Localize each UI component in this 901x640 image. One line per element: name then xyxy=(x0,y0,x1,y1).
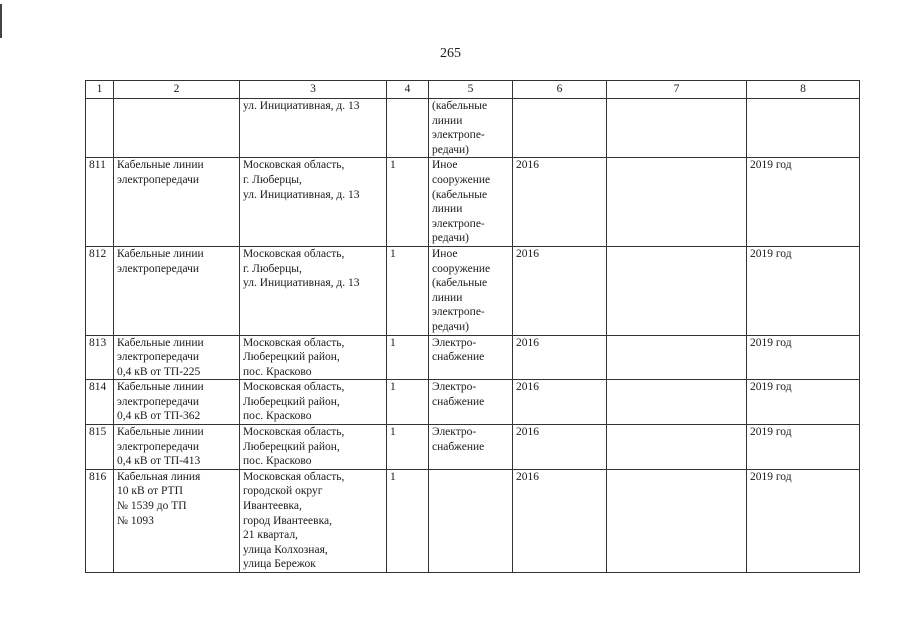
table-row xyxy=(86,425,860,470)
row-number-cell: 815 xyxy=(86,425,114,470)
year-cell: 2016 xyxy=(513,380,607,425)
term-cell: 2019 год xyxy=(747,469,860,572)
column-7-cell xyxy=(607,99,747,158)
row-number-cell: 813 xyxy=(86,335,114,380)
address-cell: Московская область, Люберецкий район, пос. Красково xyxy=(240,425,387,470)
scan-edge-mark xyxy=(0,4,2,38)
row-number-cell: 814 xyxy=(86,380,114,425)
term-cell: 2019 год xyxy=(747,158,860,247)
table-row xyxy=(86,335,860,380)
object-name-cell: Кабельные линии электропередачи xyxy=(114,246,240,335)
year-cell: 2016 xyxy=(513,469,607,572)
column-7-cell xyxy=(607,469,747,572)
address-cell: Московская область, г. Люберцы, ул. Инициативная, д. 13 xyxy=(240,246,387,335)
term-cell: 2019 год xyxy=(747,425,860,470)
term-cell xyxy=(747,99,860,158)
column-header: 7 xyxy=(607,81,747,99)
year-cell: 2016 xyxy=(513,425,607,470)
table-row xyxy=(86,380,860,425)
address-cell: Московская область, городской округ Ивантеевка, город Ивантеевка, 21 квартал, улица Колхозная, улица Бережок xyxy=(240,469,387,572)
object-name-cell: Кабельные линии электропередачи 0,4 кВ от ТП-413 xyxy=(114,425,240,470)
object-name-cell: Кабельные линии электропередачи 0,4 кВ от ТП-225 xyxy=(114,335,240,380)
term-cell: 2019 год xyxy=(747,380,860,425)
term-cell: 2019 год xyxy=(747,246,860,335)
column-7-cell xyxy=(607,425,747,470)
object-name-cell: Кабельные линии электропередачи 0,4 кВ от ТП-362 xyxy=(114,380,240,425)
registry-table xyxy=(85,80,860,573)
row-number-cell xyxy=(86,99,114,158)
year-cell: 2016 xyxy=(513,246,607,335)
quantity-cell: 1 xyxy=(387,380,429,425)
purpose-cell: Электро- снабжение xyxy=(429,335,513,380)
page-number: 265 xyxy=(440,46,461,61)
object-name-cell: Кабельные линии электропередачи xyxy=(114,158,240,247)
year-cell: 2016 xyxy=(513,158,607,247)
quantity-cell: 1 xyxy=(387,158,429,247)
address-cell: Московская область, г. Люберцы, ул. Инициативная, д. 13 xyxy=(240,158,387,247)
table-header-row xyxy=(86,81,860,99)
row-number-cell: 812 xyxy=(86,246,114,335)
column-7-cell xyxy=(607,380,747,425)
purpose-cell xyxy=(429,469,513,572)
year-cell: 2016 xyxy=(513,335,607,380)
purpose-cell: Иное сооружение (кабельные линии электропе- редачи) xyxy=(429,158,513,247)
table-row xyxy=(86,99,860,158)
purpose-cell: (кабельные линии электропе- редачи) xyxy=(429,99,513,158)
row-number-cell: 811 xyxy=(86,158,114,247)
object-name-cell: Кабельная линия 10 кВ от РТП № 1539 до ТП № 1093 xyxy=(114,469,240,572)
column-header: 2 xyxy=(114,81,240,99)
column-header: 8 xyxy=(747,81,860,99)
quantity-cell: 1 xyxy=(387,469,429,572)
column-7-cell xyxy=(607,158,747,247)
column-header: 4 xyxy=(387,81,429,99)
quantity-cell: 1 xyxy=(387,425,429,470)
table-row xyxy=(86,158,860,247)
table-row xyxy=(86,246,860,335)
purpose-cell: Электро- снабжение xyxy=(429,425,513,470)
year-cell xyxy=(513,99,607,158)
quantity-cell: 1 xyxy=(387,246,429,335)
quantity-cell: 1 xyxy=(387,335,429,380)
column-header: 1 xyxy=(86,81,114,99)
column-header: 5 xyxy=(429,81,513,99)
column-header: 3 xyxy=(240,81,387,99)
column-7-cell xyxy=(607,335,747,380)
address-cell: ул. Инициативная, д. 13 xyxy=(240,99,387,158)
column-7-cell xyxy=(607,246,747,335)
term-cell: 2019 год xyxy=(747,335,860,380)
purpose-cell: Электро- снабжение xyxy=(429,380,513,425)
address-cell: Московская область, Люберецкий район, пос. Красково xyxy=(240,335,387,380)
address-cell: Московская область, Люберецкий район, пос. Красково xyxy=(240,380,387,425)
object-name-cell xyxy=(114,99,240,158)
quantity-cell xyxy=(387,99,429,158)
column-header: 6 xyxy=(513,81,607,99)
table-row xyxy=(86,469,860,572)
purpose-cell: Иное сооружение (кабельные линии электропе- редачи) xyxy=(429,246,513,335)
row-number-cell: 816 xyxy=(86,469,114,572)
